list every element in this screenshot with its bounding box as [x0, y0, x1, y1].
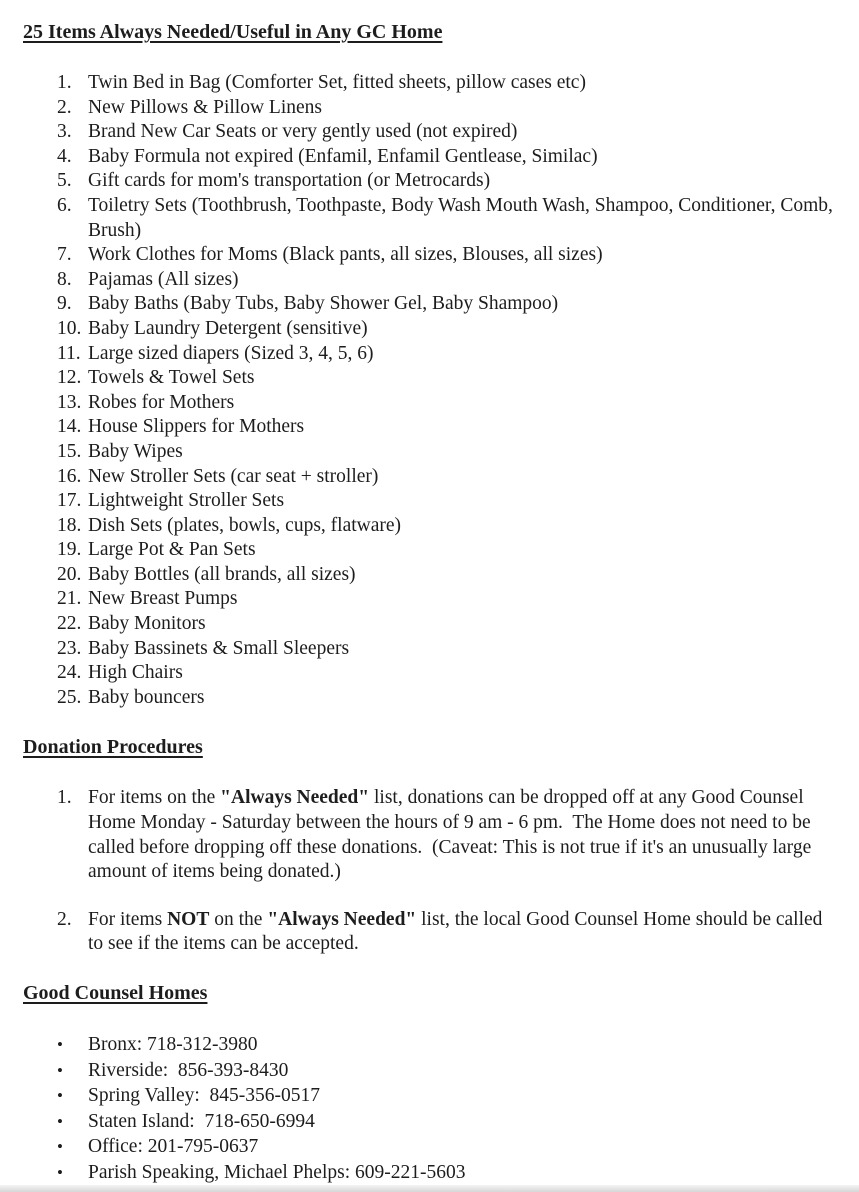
list-item-text: House Slippers for Mothers	[88, 416, 305, 438]
bold-text-run: NOT	[167, 908, 210, 930]
bullet-icon: •	[57, 1162, 63, 1182]
list-number-marker: 23.	[57, 637, 82, 659]
procedures-section-heading: Donation Procedures	[23, 736, 203, 759]
list-item	[57, 440, 849, 465]
list-number-marker: 7.	[57, 244, 72, 266]
list-item	[57, 563, 849, 588]
list-item	[57, 169, 849, 194]
bullet-icon: •	[57, 1035, 63, 1054]
list-item	[57, 243, 849, 268]
list-item-text: Large Pot & Pan Sets	[88, 539, 256, 561]
list-item	[57, 1083, 849, 1109]
list-number-marker: 6.	[57, 194, 72, 216]
list-number-marker: 12.	[57, 367, 82, 389]
list-item-text: Work Clothes for Moms (Black pants, all sizes, Blouses, all sizes)	[88, 244, 603, 266]
list-item	[57, 908, 849, 957]
list-item	[57, 587, 849, 612]
list-item-text: Lightweight Stroller Sets	[88, 490, 285, 512]
list-number-marker: 18.	[57, 514, 82, 536]
list-item-text: Gift cards for mom's transportation (or Metrocards)	[88, 170, 491, 192]
list-number-marker: 10.	[57, 317, 82, 339]
list-item	[57, 391, 849, 416]
list-item-text: Baby Bassinets & Small Sleepers	[88, 637, 350, 659]
list-item	[57, 637, 849, 662]
list-item-text: New Pillows & Pillow Linens	[88, 96, 323, 118]
list-number-marker: 5.	[57, 170, 72, 192]
list-number-marker: 14.	[57, 416, 82, 438]
scan-edge-artifact	[0, 1185, 859, 1192]
list-number-marker: 19.	[57, 539, 82, 561]
bold-text-run: "Always Needed"	[220, 787, 370, 809]
list-item	[57, 514, 849, 539]
list-item	[57, 194, 849, 243]
list-item-text: Toiletry Sets (Toothbrush, Toothpaste, Body Wash Mouth Wash, Shampoo, Conditioner, Comb, Brush)	[88, 194, 838, 241]
list-item	[57, 1134, 849, 1160]
list-number-marker: 15.	[57, 440, 82, 462]
list-item	[57, 612, 849, 637]
list-item-text: Bronx: 718-312-3980	[88, 1034, 258, 1055]
text-run: For items	[88, 908, 168, 930]
homes-section-heading: Good Counsel Homes	[23, 982, 208, 1004]
items-section-heading: 25 Items Always Needed/Useful in Any GC Home	[23, 21, 443, 43]
list-item-text: Brand New Car Seats or very gently used (not expired)	[88, 121, 518, 143]
homes-list	[23, 1032, 849, 1186]
list-item-text: Dish Sets (plates, bowls, cups, flatware)	[88, 514, 402, 536]
list-item-text: Twin Bed in Bag (Comforter Set, fitted sheets, pillow cases etc)	[88, 72, 586, 93]
list-item-text: Baby bouncers	[88, 686, 205, 708]
procedures-list	[23, 786, 849, 957]
bullet-icon: •	[57, 1060, 63, 1080]
list-item	[57, 1058, 849, 1084]
bold-text-run: "Always Needed"	[267, 908, 417, 930]
list-item-text: Robes for Mothers	[88, 391, 235, 413]
list-item	[57, 661, 849, 686]
list-number-marker: 2.	[57, 908, 72, 930]
list-item	[57, 292, 849, 317]
list-item	[57, 415, 849, 440]
list-number-marker: 8.	[57, 268, 72, 290]
list-number-marker: 1.	[57, 72, 72, 93]
list-number-marker: 16.	[57, 465, 82, 487]
list-item	[57, 1032, 849, 1058]
list-number-marker: 3.	[57, 121, 72, 143]
list-item	[57, 96, 849, 121]
list-item-text: Riverside: 856-393-8430	[88, 1059, 289, 1081]
list-item-text	[88, 908, 832, 957]
list-number-marker: 13.	[57, 391, 82, 413]
text-run: on the	[209, 908, 268, 930]
bullet-icon: •	[57, 1137, 63, 1157]
list-item	[57, 1160, 849, 1186]
text-run: list, the local Good Counsel Home should be called to see if the items can be accepted.	[88, 908, 828, 955]
list-item-text: Baby Bottles (all brands, all sizes)	[88, 563, 356, 585]
list-item-text: New Breast Pumps	[88, 588, 238, 610]
list-item	[57, 786, 849, 884]
list-number-marker: 24.	[57, 662, 82, 684]
list-number-marker: 11.	[57, 342, 81, 364]
list-item	[57, 489, 849, 514]
list-item-text: Baby Monitors	[88, 613, 206, 635]
list-item-text: Baby Wipes	[88, 440, 183, 462]
list-item	[57, 465, 849, 490]
list-item-text: Office: 201-795-0637	[88, 1136, 259, 1158]
list-item	[57, 268, 849, 293]
list-item-text: Staten Island: 718-650-6994	[88, 1110, 315, 1132]
list-item-text: Parish Speaking, Michael Phelps: 609-221-5603	[88, 1161, 466, 1183]
list-number-marker: 22.	[57, 613, 82, 635]
list-item	[57, 366, 849, 391]
list-item-text: Pajamas (All sizes)	[88, 268, 239, 290]
list-item	[57, 120, 849, 145]
text-run: For items on the	[88, 787, 221, 809]
list-item-text: High Chairs	[88, 662, 183, 684]
list-number-marker: 2.	[57, 96, 72, 118]
list-item-text: Spring Valley: 845-356-0517	[88, 1085, 321, 1107]
list-number-marker: 20.	[57, 563, 82, 585]
list-number-marker: 25.	[57, 686, 82, 708]
list-item-text	[88, 786, 832, 884]
list-item	[57, 342, 849, 367]
list-item	[57, 686, 849, 711]
list-item	[57, 145, 849, 170]
list-item	[57, 317, 849, 342]
list-item-text: Baby Laundry Detergent (sensitive)	[88, 317, 368, 339]
bullet-icon: •	[57, 1086, 63, 1106]
list-item-text: Towels & Towel Sets	[88, 367, 255, 389]
bullet-icon: •	[57, 1111, 63, 1131]
list-item-text: Baby Formula not expired (Enfamil, Enfamil Gentlease, Similac)	[88, 145, 598, 167]
text-run: list, donations can be dropped off at any Good Counsel Home Monday - Saturday between the hours of 9 am - 6 pm. The Home does not need to be called before dropping off these donations. (Caveat: This is not true if it's an unusually large amount of items being donated.)	[88, 787, 817, 883]
list-item-text: New Stroller Sets (car seat + stroller)	[88, 465, 379, 487]
list-item-text: Large sized diapers (Sized 3, 4, 5, 6)	[88, 342, 374, 364]
list-item	[57, 538, 849, 563]
list-number-marker: 4.	[57, 145, 72, 167]
list-item-text: Baby Baths (Baby Tubs, Baby Shower Gel, Baby Shampoo)	[88, 293, 559, 315]
list-number-marker: 17.	[57, 490, 82, 512]
list-item	[57, 71, 849, 96]
items-list	[23, 71, 849, 710]
list-number-marker: 9.	[57, 293, 72, 315]
list-item	[57, 1109, 849, 1135]
list-number-marker: 1.	[57, 787, 72, 809]
list-number-marker: 21.	[57, 588, 82, 610]
